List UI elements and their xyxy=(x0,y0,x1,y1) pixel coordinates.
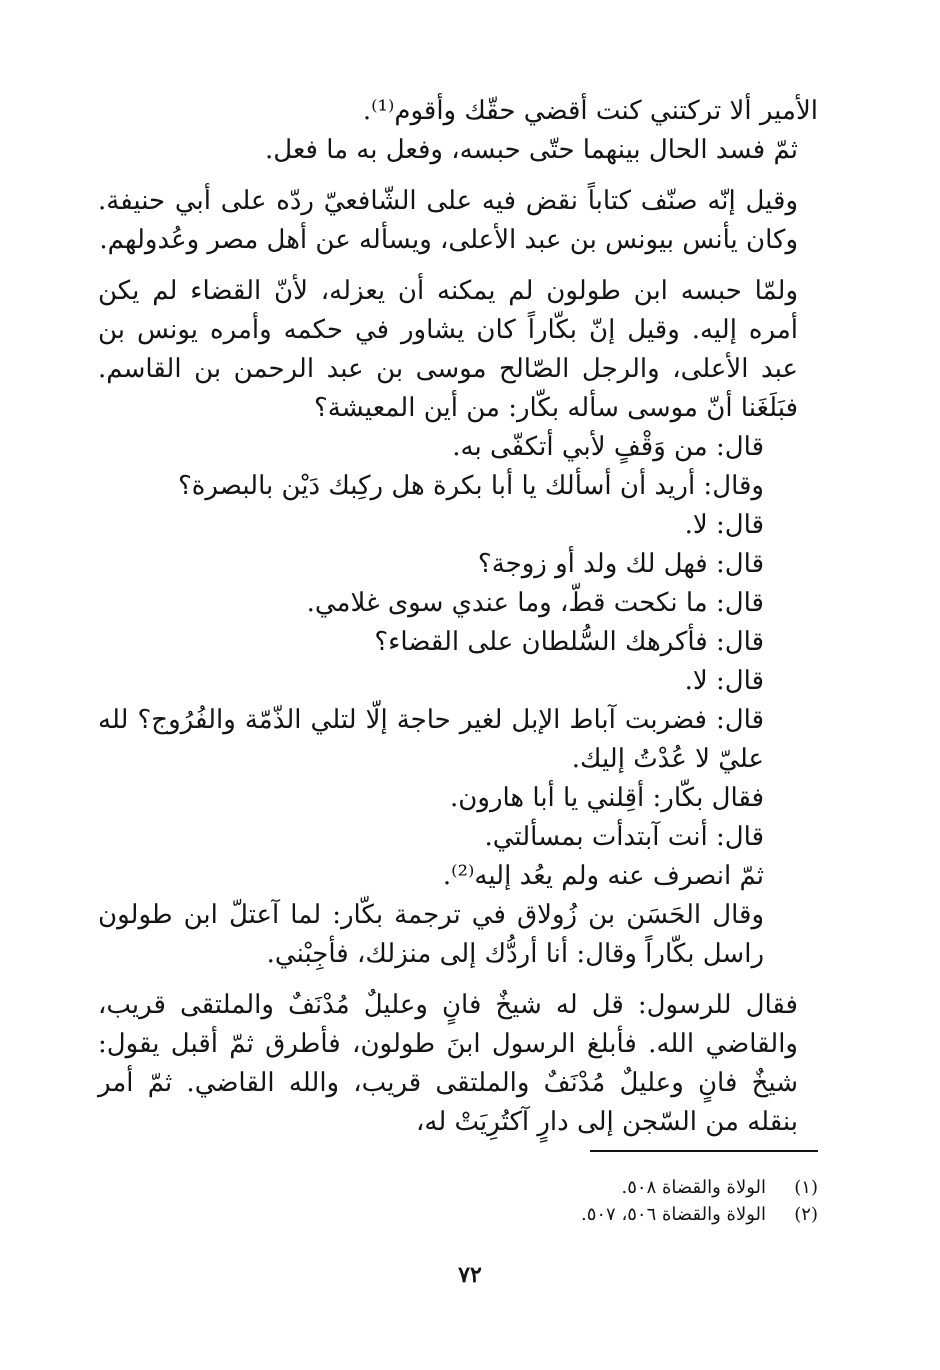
footnote-separator xyxy=(590,1150,818,1152)
paragraph: فقال للرسول: قل له شيخٌ فانٍ وعليلٌ مُدْنَفٌ والملتقى قريب، والقاضي الله. فأبلغ الرسول ابنَ طولون، فأطرق ثمّ أقبل يقول: شيخٌ فانٍ وعليلٌ مُدْنَفٌ والملتقى قريب، والله القاضي. ثمّ أمر بنقله من السّجن إلى دارٍ آكتُرِيَتْ له، xyxy=(98,990,798,1137)
dialogue-line: قال: لا. xyxy=(684,510,764,540)
paragraph: ثمّ فسد الحال بينهما حتّى حبسه، وفعل به ما فعل. xyxy=(265,135,798,165)
footnote xyxy=(500,1176,818,1200)
paragraph: وقال الحَسَن بن زُولاق في ترجمة بكّار: لما آعتلّ ابن طولون راسل بكّاراً وقال: أنا أردُّك إلى منزلك، فأجِبْني. xyxy=(98,900,764,969)
footnote-text: الولاة والقضاة ٥٠٨. xyxy=(621,1177,766,1198)
page-number: ٧٢ xyxy=(458,1262,482,1288)
footnote xyxy=(500,1203,818,1227)
dialogue-line: قال: لا. xyxy=(684,666,764,696)
footnote-text: الولاة والقضاة ٥٠٦، ٥٠٧. xyxy=(580,1204,766,1225)
dialogue-line: قال: فأكرهك السُّلطان على القضاء؟ xyxy=(374,627,764,657)
paragraph: ولمّا حبسه ابن طولون لم يمكنه أن يعزله، لأنّ القضاء لم يكن أمره إليه. وقيل إنّ بكّاراً كان يشاور في حكمه وأمره يونس بن عبد الأعلى، والرجل الصّالح موسى بن عبد الرحمن بن القاسم. فبَلَغَنا أنّ موسى سأله بكّار: من أين المعيشة؟ xyxy=(98,276,798,423)
dialogue-line: قال: ما نكحت قطّ، وما عندي سوى غلامي. xyxy=(306,588,764,618)
footnote-number: (٢) xyxy=(794,1204,818,1225)
dialogue-line: قال: فضربت آباط الإبل لغير حاجة إلّا لتلي الذّمّة والفُرُوج؟ لله عليّ لا عُدْتُ إليك. xyxy=(98,705,764,774)
footnote-number: (١) xyxy=(794,1177,818,1198)
dialogue-line: قال: أنت آبتدأت بمسألتي. xyxy=(484,822,764,852)
dialogue-line: قال: من وَقْفٍ لأبي أتكفّى به. xyxy=(452,432,764,462)
dialogue-line: فقال بكّار: أقِلني يا أبا هارون. xyxy=(450,783,764,813)
dialogue-line: قال: فهل لك ولد أو زوجة؟ xyxy=(477,549,764,579)
dialogue-line: وقال: أريد أن أسألك يا أبا بكرة هل ركِبك دَيْن بالبصرة؟ xyxy=(178,471,764,501)
dialogue-line: ثمّ انصرف عنه ولم يعُد إليه⁽²⁾. xyxy=(442,861,764,891)
paragraph: الأمير ألا تركتني كنت أقضي حقّك وأقوم⁽¹⁾. xyxy=(362,96,818,126)
paragraph: وقيل إنّه صنّف كتاباً نقض فيه على الشّافعيّ ردّه على أبي حنيفة. وكان يأنس بيونس بن عبد الأعلى، ويسأله عن أهل مصر وعُدولهم. xyxy=(98,186,799,255)
main-text xyxy=(98,92,818,1142)
